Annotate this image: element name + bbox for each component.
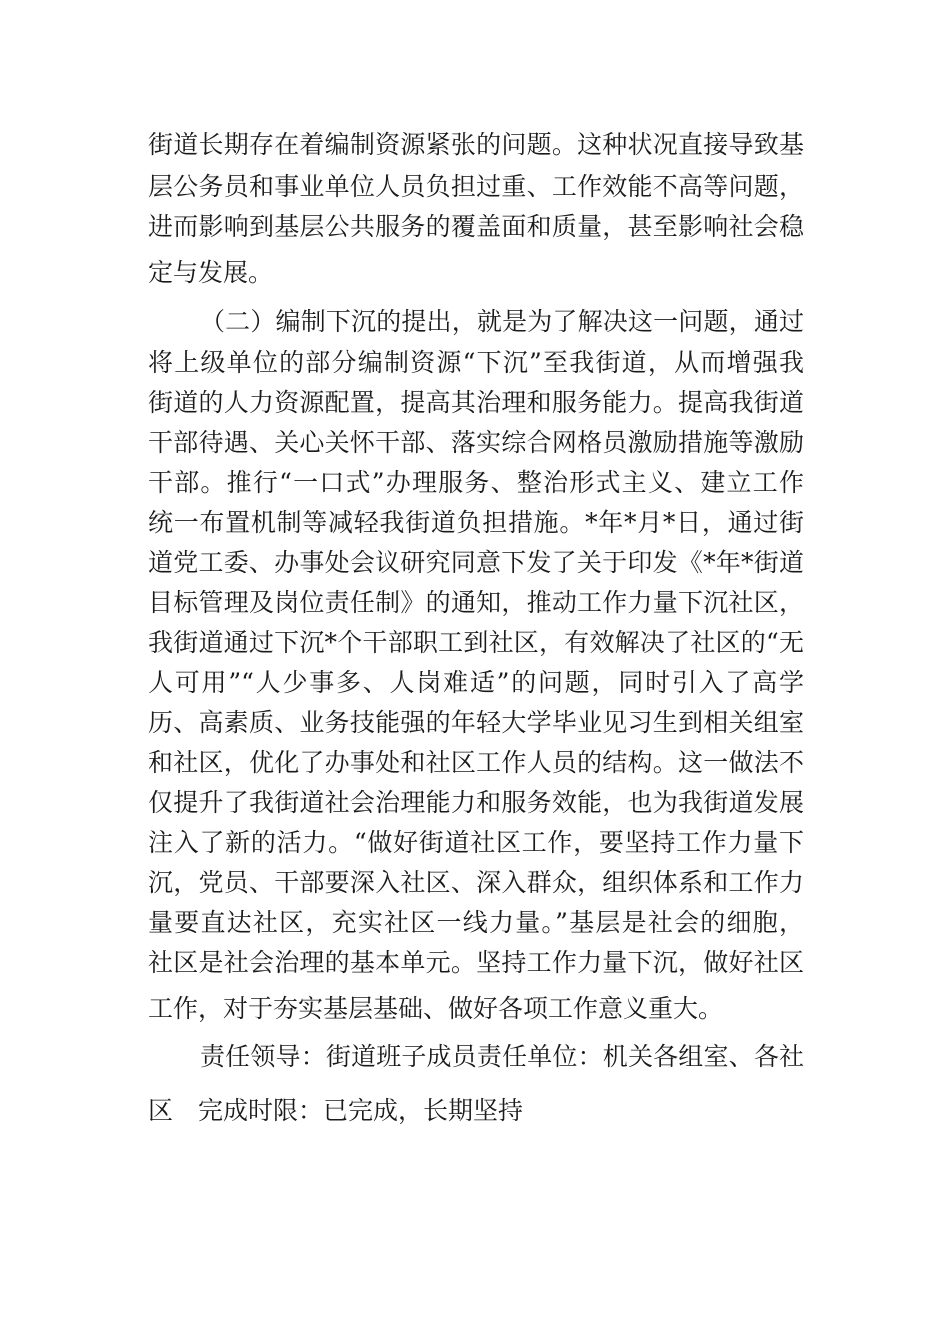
paragraph-1-line-2: 层公务员和事业单位人员负担过重、工作效能不高等问题， [148, 172, 804, 201]
paragraph-2-line-1: （二）编制下沉的提出，就是为了解决这一问题，通过 [200, 307, 804, 336]
paragraph-2-line-18: 工作，对于夯实基层基础、做好各项工作意义重大。 [148, 994, 724, 1023]
paragraph-2-line-11: 历、高素质、业务技能强的年轻大学毕业见习生到相关组室 [148, 708, 804, 737]
paragraph-2-line-5: 干部。推行“一口式”办理服务、整治形式主义、建立工作 [148, 468, 804, 497]
paragraph-2-line-14: 注入了新的活力。“做好街道社区工作，要坚持工作力量下 [148, 828, 804, 857]
paragraph-2-line-2: 将上级单位的部分编制资源“下沉”至我街道，从而增强我 [148, 348, 804, 377]
paragraph-3-line-1: 责任领导：街道班子成员责任单位：机关各组室、各社 [200, 1042, 804, 1071]
paragraph-2-line-13: 仅提升了我街道社会治理能力和服务效能，也为我街道发展 [148, 788, 804, 817]
paragraph-2-line-15: 沉，党员、干部要深入社区、深入群众，组织体系和工作力 [148, 868, 804, 897]
paragraph-3-line-2: 区 完成时限：已完成，长期坚持 [148, 1096, 524, 1125]
paragraph-2-line-8: 目标管理及岗位责任制》的通知，推动工作力量下沉社区， [148, 588, 804, 617]
paragraph-2-line-16: 量要直达社区，充实社区一线力量。”基层是社会的细胞， [148, 908, 804, 937]
paragraph-2-line-12: 和社区，优化了办事处和社区工作人员的结构。这一做法不 [148, 748, 804, 777]
paragraph-1-line-4: 定与发展。 [148, 258, 274, 287]
paragraph-1-line-3: 进而影响到基层公共服务的覆盖面和质量，甚至影响社会稳 [148, 212, 804, 241]
paragraph-2-line-9: 我街道通过下沉*个干部职工到社区，有效解决了社区的“无 [148, 628, 804, 657]
paragraph-2-line-3: 街道的人力资源配置，提高其治理和服务能力。提高我街道 [148, 388, 804, 417]
paragraph-2-line-17: 社区是社会治理的基本单元。坚持工作力量下沉，做好社区 [148, 948, 804, 977]
paragraph-2-line-4: 干部待遇、关心关怀干部、落实综合网格员激励措施等激励 [148, 428, 804, 457]
paragraph-2-line-10: 人可用”“人少事多、人岗难适”的问题，同时引入了高学 [148, 668, 804, 697]
paragraph-1-line-1: 街道长期存在着编制资源紧张的问题。这种状况直接导致基 [148, 130, 804, 159]
paragraph-2-line-6: 统一布置机制等减轻我街道负担措施。*年*月*日，通过街 [148, 508, 804, 537]
paragraph-2-line-7: 道党工委、办事处会议研究同意下发了关于印发《*年*街道 [148, 548, 804, 577]
